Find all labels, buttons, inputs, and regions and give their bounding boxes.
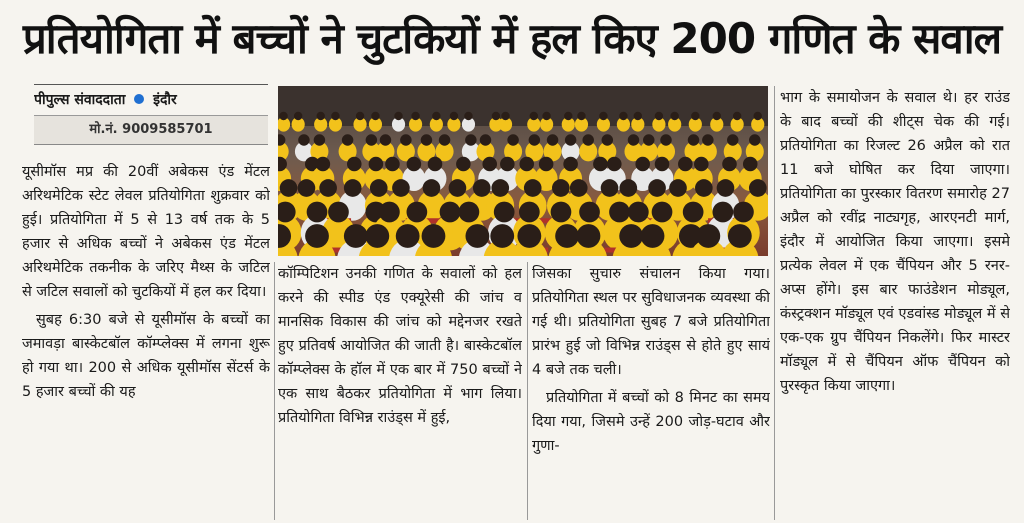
column-divider xyxy=(274,262,275,520)
paragraph: यूसीमॉस मप्र की 20वीं अबेकस एंड मेंटल अरिथमेटिक स्टेट लेवल प्रतियोगिता शुक्रवार को हुई। प्रतियोगिता में 5 से 13 वर्ष तक के 5 हजार से अधिक बच्चों ने अबेकस एंड मेंटल अरिथमेटिक तकनीक के जरिए मैथ्स के जटिल से जटिल सवालों को चुटकियों में हल कर दिया। xyxy=(22,164,270,300)
paragraph: सुबह 6:30 बजे से यूसीमॉस के बच्चों का जमावड़ा बास्केटबॉल कॉम्प्लेक्स में लगना शुरू हो गया था। 200 से अधिक यूसीमॉस सेंटर्स के 5 हजार बच्चों की यह xyxy=(22,312,270,400)
bullet-dot-icon xyxy=(134,94,144,104)
column-divider xyxy=(527,262,528,520)
students-photo xyxy=(278,86,768,256)
students-photo-icon xyxy=(278,86,768,256)
paragraph: जिसका सुचारु संचालन किया गया। प्रतियोगिता स्थल पर सुविधाजनक व्यवस्था की गई थी। प्रतियोगिता सुबह 7 बजे प्रतियोगिता प्रारंभ हुई जो विभिन्न राउंड्स से होते हुए सायं 4 बजे तक चली। xyxy=(532,266,770,378)
article-column-2 xyxy=(278,262,522,520)
column-divider xyxy=(774,86,775,520)
paragraph: प्रतियोगिता में बच्चों को 8 मिनट का समय दिया गया, जिसमे उन्हें 200 जोड़-घटाव और गुणा- xyxy=(532,390,770,454)
article-column-3 xyxy=(532,262,770,520)
paragraph: भाग के समायोजन के सवाल थे। हर राउंड के बाद बच्चों की शीट्स चेक की गई। प्रतियोगिता का रिजल्ट 26 अप्रैल को रात 11 बजे घोषित कर दिया जाएगा। प्रतियोगिता का पुरस्कार वितरण समारोह 27 अप्रैल को रवींद्र नाट्यगृह, आरएनटी मार्ग, इंदौर में आयोजित किया जाएगा। इसमे प्रत्येक लेवल में एक चैंपियन और 5 रनर-अप्स होंगे। इस बार फाउंडेशन मोड्यूल, कंस्ट्रक्शन मॉड्यूल एवं एडवांस्ड मोड्यूल में से एक-एक ग्रुप चैंपियन निकलेंगे। फिर मास्टर मॉड्यूल में से चैंपियन ऑफ चैंपियन को पुरस्कृत किया जाएगा। xyxy=(780,90,1010,394)
city-name: इंदौर xyxy=(153,92,177,108)
headline: प्रतियोगिता में बच्चों ने चुटकियों में हल किए 200 गणित के सवाल xyxy=(22,14,1002,63)
paragraph: कॉम्पिटिशन उनकी गणित के सवालों को हल करने की स्पीड एंड एक्यूरेसी की जांच व मानसिक विकास की जांच को मद्देनजर रखते हुए प्रतिवर्ष आयोजित की जाती है। बास्केटबॉल कॉम्प्लेक्स के हॉल में एक बार में 750 बच्चों ने एक साथ बैठकर प्रतियोगिता में भाग लिया। प्रतियोगिता विभिन्न राउंड्स में हुई, xyxy=(278,266,522,426)
reporter-name: पीपुल्स संवाददाता xyxy=(34,92,126,108)
article-column-4 xyxy=(780,86,1010,520)
article-column-1 xyxy=(22,160,270,520)
byline xyxy=(34,84,268,116)
reporter-phone: मो.नं. 9009585701 xyxy=(34,116,268,145)
